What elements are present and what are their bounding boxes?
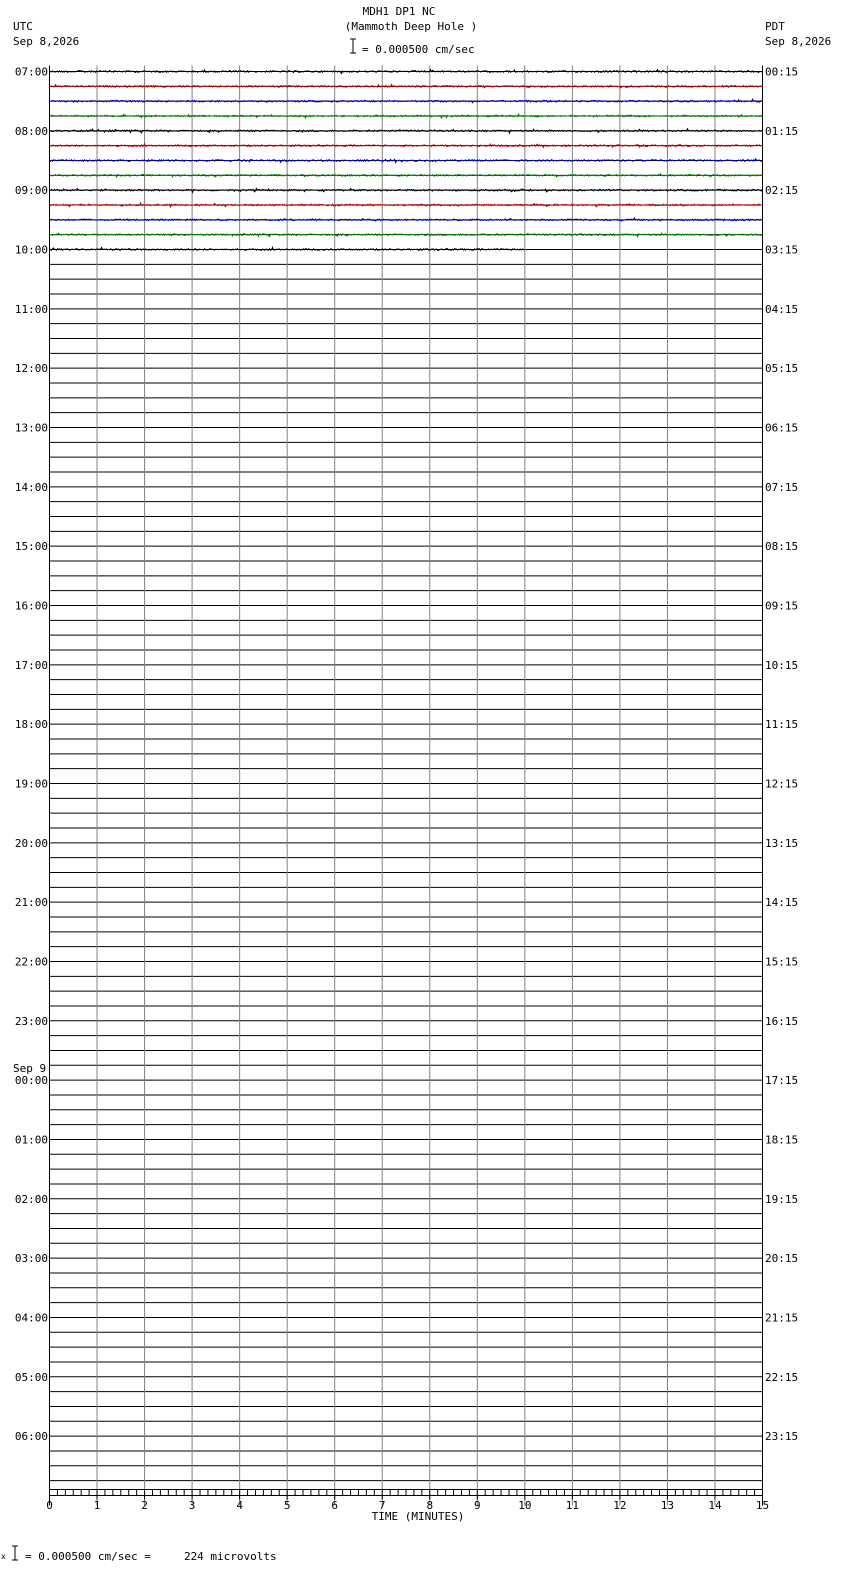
utc-hour-label: 04:00 [14, 1311, 48, 1325]
station-name: (Mammoth Deep Hole ) [344, 20, 478, 33]
utc-hour-label: 20:00 [14, 836, 48, 850]
x-tick-label: 7 [378, 1499, 386, 1512]
utc-hour-label: 01:00 [14, 1133, 48, 1147]
x-tick-label: 15 [755, 1499, 770, 1512]
x-tick-label: 13 [660, 1499, 675, 1512]
station-title: MDH1 DP1 NC [362, 5, 436, 18]
footer-scale-bar-icon [12, 1546, 18, 1560]
seismic-trace [50, 233, 763, 237]
x-tick-label: 14 [708, 1499, 722, 1512]
left-timezone: UTC [13, 20, 33, 33]
seismic-trace [50, 144, 763, 148]
x-tick-label: 3 [188, 1499, 196, 1512]
utc-hour-label: 23:00 [14, 1014, 48, 1028]
utc-hour-label: 02:00 [14, 1192, 48, 1206]
pdt-hour-label: 04:15 [765, 302, 799, 316]
utc-hour-label: 18:00 [14, 718, 48, 732]
utc-hour-label: 22:00 [14, 955, 48, 969]
utc-hour-label: 15:00 [14, 540, 48, 554]
utc-hour-label: 10:00 [14, 243, 48, 257]
pdt-hour-label: 07:15 [765, 480, 799, 494]
pdt-hour-label: 01:15 [765, 124, 799, 138]
plot-grid [50, 66, 763, 1506]
x-tick-label: 9 [473, 1499, 481, 1512]
x-tick-label: 2 [141, 1499, 148, 1512]
utc-hour-label: 17:00 [14, 658, 48, 672]
pdt-hour-label: 03:15 [765, 243, 799, 257]
utc-hour-label: 07:00 [14, 65, 48, 79]
x-tick-label: 1 [93, 1499, 101, 1512]
right-date: Sep 8,2026 [765, 35, 832, 48]
footer-marker: x [1, 1552, 6, 1561]
x-tick-label: 6 [331, 1499, 339, 1512]
utc-hour-label: 05:00 [14, 1370, 48, 1384]
x-tick-label: 0 [46, 1499, 53, 1512]
pdt-hour-label: 14:15 [765, 896, 799, 910]
utc-hour-label: 00:00 [14, 1074, 48, 1088]
pdt-hour-label: 22:15 [765, 1370, 799, 1384]
utc-hour-label: 08:00 [14, 124, 48, 138]
pdt-hour-label: 13:15 [765, 836, 799, 850]
pdt-hour-label: 05:15 [765, 362, 799, 376]
x-tick-label: 5 [283, 1499, 291, 1512]
pdt-hour-label: 16:15 [765, 1014, 799, 1028]
pdt-hour-label: 23:15 [765, 1430, 799, 1444]
trace-group [50, 70, 763, 251]
utc-hour-label: 16:00 [14, 599, 48, 613]
pdt-hour-label: 12:15 [765, 777, 799, 791]
pdt-hour-label: 20:15 [765, 1252, 799, 1266]
utc-hour-label: 03:00 [14, 1252, 48, 1266]
utc-hour-label: 19:00 [14, 777, 48, 791]
pdt-hour-label: 18:15 [765, 1133, 799, 1147]
x-axis-label: TIME (MINUTES) [371, 1510, 465, 1523]
pdt-hour-label: 17:15 [765, 1074, 799, 1088]
right-timezone: PDT [765, 20, 785, 33]
pdt-hour-label: 00:15 [765, 65, 799, 79]
utc-hour-label: 13:00 [14, 421, 48, 435]
x-axis [46, 1490, 769, 1513]
scale-legend-text: = 0.000500 cm/sec [362, 43, 475, 56]
pdt-hour-label: 21:15 [765, 1311, 799, 1325]
pdt-hour-label: 08:15 [765, 540, 799, 554]
utc-hour-label: 11:00 [14, 302, 48, 316]
pdt-hour-label: 11:15 [765, 718, 799, 732]
scale-bar-icon [350, 39, 356, 53]
pdt-hour-label: 19:15 [765, 1192, 799, 1206]
x-tick-label: 11 [565, 1499, 579, 1512]
x-tick-label: 10 [518, 1499, 532, 1512]
x-tick-label: 4 [236, 1499, 243, 1512]
day-change-label: Sep 9 [13, 1062, 47, 1075]
pdt-hour-label: 10:15 [765, 658, 799, 672]
utc-hour-label: 14:00 [14, 480, 48, 494]
utc-hour-label: 12:00 [14, 362, 48, 376]
footer-scale-text: = 0.000500 cm/sec = 224 microvolts [25, 1550, 277, 1563]
pdt-hour-label: 09:15 [765, 599, 799, 613]
pdt-hour-label: 02:15 [765, 184, 799, 198]
seismic-trace [50, 70, 763, 74]
seismic-trace [50, 174, 763, 177]
utc-hour-label: 09:00 [14, 184, 48, 198]
seismic-trace [50, 218, 763, 221]
pdt-hour-label: 15:15 [765, 955, 799, 969]
x-tick-label: 12 [613, 1499, 627, 1512]
x-tick-label: 8 [426, 1499, 434, 1512]
utc-hour-label: 21:00 [14, 896, 48, 910]
utc-hour-label: 06:00 [14, 1430, 48, 1444]
pdt-hour-label: 06:15 [765, 421, 799, 435]
left-date: Sep 8,2026 [13, 35, 80, 48]
